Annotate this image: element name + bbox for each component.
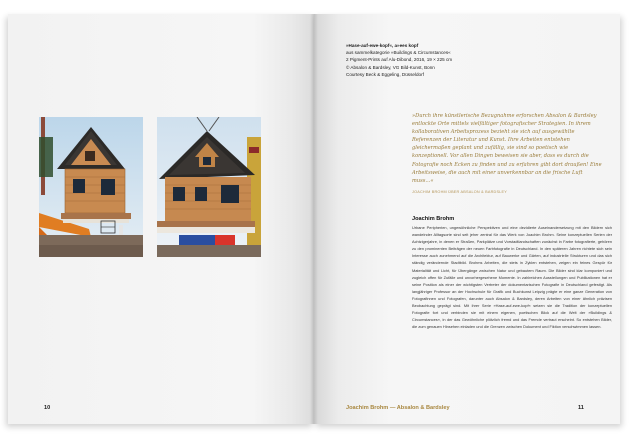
running-footer: Joachim Brohm — Absalon & Bardsley	[346, 405, 450, 411]
image-caption	[346, 42, 516, 78]
caption-line: aus sammelkategorie »Buildings & Circumstances«	[346, 50, 451, 56]
quote-credit: JOACHIM BROHM ÜBER ABSALON & BARDSLEY	[412, 190, 507, 194]
page-number-right: 11	[578, 405, 584, 411]
pull-quote: »Durch ihre künstlerische Bezugnahme erforschen Absalon & Bardsley entlockte Orte mittels vielfältiger fotografischer Strategien. In ihrem kollaborativen Arbeitsprozess bezieht sie sich auf ausgewählte Referenzen der Literatur und Kunst. Ihre Arbeiten entstehen gleichermaßen geplant und zufällig, sie sind so poetisch wie konzeptionell. Vor allen Dingen beweisen sie aber, dass es durch die Fotografie noch Ecken zu finden und zu erfahren gibt dort draußen! Eine Arbeitsweise, die auch mit einer unverkennbar an die frische Luft muss…«	[412, 113, 602, 184]
book-gutter	[310, 14, 318, 424]
house-photo-closeup	[157, 117, 261, 257]
caption-line: © Absalon & Bardsley, VG Bild-Kunst, Bonn	[346, 64, 435, 70]
caption-line: Courtesy Beck & Eggeling, Düsseldorf	[346, 71, 424, 77]
essay-title: Joachim Brohm	[412, 216, 455, 222]
caption-line: 2 Pigment-Prints auf Alu-Dibond, 2016, 19 × 225 cm	[346, 57, 453, 63]
house-photo-crane	[39, 117, 143, 257]
caption-title: »Hase-auf-ewe-kopf«, a»ees kopf	[346, 43, 419, 48]
essay-body: Urbane Peripherien, ungewöhnliche Perspektiven und eine dezidierte Auseinandersetzung mit den Bildern sich wandelnder Alltagsorte sind seit jeher zentral für das Werk von Joachim Brohm. Seine konzeptuellen Serien der Achtzigerjahre, in denen er Straßen, Parkplätze und Vorstadtlandschaften zunächst in Farbe fotografierte, gehören zu den prominenten Beiträgen der neuen Farbfotografie in Deutschland. In den späteren Jahren richtete sich sein Interesse auch zunehmend auf die Architektur, auf Bauwerke und Gärten, auf industrielle Strukturen und das sich ständig verändernde Stadtbild. Brohms Arbeiten, die stets in Zyklen entstehen, zeigen ein feines Gespür für Materialität und Licht, für Übergänge zwischen Natur und gebautem Raum. Die Bilder sind klar komponiert und zugleich offen für Zufälle und unvorhergesehene Momente. In zahlreichen Ausstellungen und Publikationen hat er seine Position als einer der wichtigsten Vertreter der dokumentarischen Fotografie in Deutschland gefestigt. Als langjähriger Professor an der Hochschule für Grafik und Buchkunst Leipzig prägte er eine ganze Generation von Fotografinnen und Fotografen, darunter auch Absalon & Bardsley, deren Arbeiten von einer ähnlich präzisen Beobachtung geprägt sind. Mit ihrer Serie »Hase-auf-ewe-kopf« setzen sie die Tradition der konzeptuellen Fotografie fort und verbinden sie mit einem eigenen, poetischen Blick auf die Welt der »Buildings & Circumstances«, in der das Gewöhnliche plötzlich fremd und das Fremde vertraut erscheint. So entstehen Bilder, die zum genauen Hinsehen einladen und die Grenzen zwischen Dokument und Fiktion verschwimmen lassen.	[412, 225, 612, 330]
page-number-left: 10	[44, 405, 51, 411]
